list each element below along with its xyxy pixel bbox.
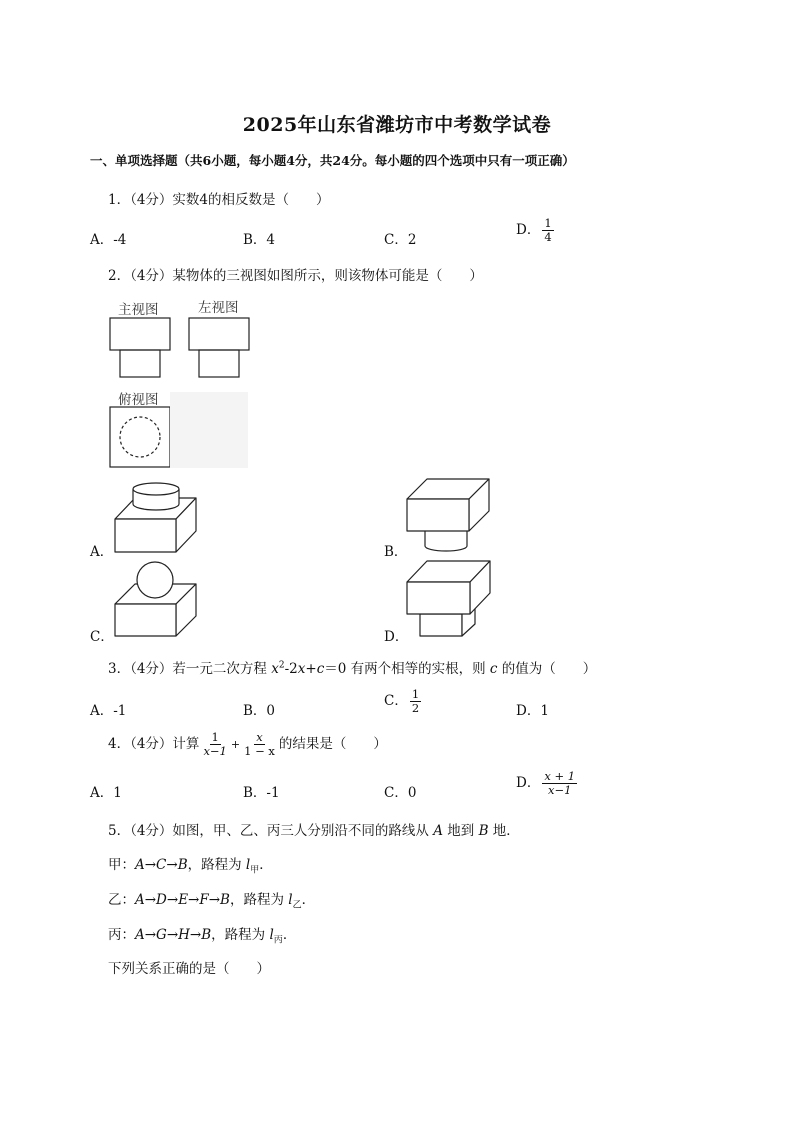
- q3-stem-mid: ＝0 有两个相等的实根，则: [324, 661, 490, 677]
- q5-stem-start: 5．（4分）如图，甲、乙、丙三人分别沿不同的路线从: [108, 823, 434, 839]
- route-end: ．: [282, 927, 297, 943]
- section-heading: 一、单项选择题（共6小题，每小题4分，共24分。每小题的四个选项中只有一项正确）: [90, 153, 575, 168]
- option-d-figure: [407, 561, 490, 636]
- q4-fraction-1: [201, 731, 228, 758]
- question-5-stem: [108, 819, 520, 839]
- route-l: l: [269, 927, 274, 943]
- fraction-numerator: 1: [211, 730, 219, 744]
- route-text: ，路程为: [187, 857, 246, 873]
- fraction-denominator: 2: [411, 701, 420, 716]
- left-view-label: 左视图: [198, 300, 239, 316]
- q3-eq-x: x: [271, 661, 279, 677]
- route-text: ，路程为: [211, 927, 270, 943]
- route-subscript: 丙: [273, 935, 283, 946]
- option-a-figure: [115, 483, 196, 552]
- q3-option-c-prefix: C．: [384, 693, 408, 710]
- q4-stem-end: 的结果是（ ）: [278, 736, 387, 753]
- route-path: A→G→H→B: [135, 927, 212, 943]
- option-b-figure: [407, 479, 489, 551]
- q4-option-d: [516, 770, 579, 797]
- q1-option-b: B．4: [243, 232, 276, 248]
- route-path: A→C→B: [135, 857, 188, 873]
- option-c-figure: [115, 562, 196, 636]
- route-prefix: 甲：: [108, 857, 135, 873]
- q3-option-a: A．-1: [90, 703, 127, 719]
- q5-route-bing: [108, 923, 296, 946]
- q2-option-a-label: A．: [90, 544, 114, 560]
- route-subscript: 甲: [250, 865, 260, 876]
- q1-option-a: A．-4: [90, 232, 127, 248]
- route-end: ．: [259, 857, 273, 873]
- q3-option-c-fraction: [410, 688, 421, 715]
- exam-title: 2025年山东省潍坊市中考数学试卷: [242, 114, 552, 136]
- fraction-denominator: x−1: [203, 744, 227, 759]
- question-1-stem: 1．（4分）实数4的相反数是（ ）: [108, 192, 330, 208]
- q3-eq-plus: +: [305, 661, 317, 677]
- q4-fraction-2: [242, 731, 277, 758]
- q1-option-c: C．2: [384, 232, 417, 248]
- fraction-numerator: x + 1: [544, 769, 576, 783]
- q4-option-b: B．-1: [243, 785, 280, 801]
- front-view-label: 主视图: [118, 302, 159, 318]
- q3-eq-exponent: 2: [278, 660, 285, 671]
- fraction-numerator: x: [256, 730, 263, 744]
- fraction-denominator: 1 − x: [244, 744, 275, 759]
- q5-question: 下列关系正确的是（ ）: [108, 961, 270, 977]
- q2-option-d-label: D．: [384, 629, 409, 645]
- route-prefix: 乙：: [108, 892, 135, 908]
- fraction-numerator: 1: [411, 687, 420, 701]
- q4-option-c: C．0: [384, 785, 417, 801]
- q3-stem-end: 的值为（ ）: [497, 661, 597, 677]
- q4-option-d-fraction: [542, 770, 577, 797]
- q3-option-d: D．1: [516, 703, 549, 719]
- question-2-stem: 2．（4分）某物体的三视图如图所示，则该物体可能是（ ）: [108, 268, 483, 284]
- q3-stem-c: c: [489, 661, 498, 677]
- q3-eq-coef: -2: [284, 661, 298, 677]
- q5-route-jia: [108, 853, 273, 876]
- route-l: l: [245, 857, 251, 873]
- q3-option-c: [384, 688, 423, 715]
- q3-option-b: B．0: [243, 703, 276, 719]
- q5-route-yi: [108, 888, 315, 911]
- q3-eq-c: c: [316, 661, 325, 677]
- q5-stem-end: 地．: [488, 823, 520, 839]
- fraction-denominator: x−1: [547, 783, 572, 798]
- question-3-stem: [108, 657, 596, 677]
- q4-option-a: A．1: [90, 785, 122, 801]
- fraction-numerator: 1: [544, 216, 552, 230]
- q5-point-b: B: [478, 823, 489, 839]
- route-prefix: 丙：: [108, 927, 135, 943]
- q5-stem-mid: 地到: [442, 823, 479, 839]
- q2-option-c-label: C．: [90, 629, 114, 645]
- top-view-label: 俯视图: [118, 392, 159, 408]
- route-end: ．: [301, 892, 316, 908]
- q3-eq-x2: x: [297, 661, 306, 677]
- q1-option-d-prefix: D．: [516, 222, 541, 239]
- route-subscript: 乙: [292, 900, 302, 911]
- q4-plus: +: [230, 738, 241, 752]
- q5-point-a: A: [433, 823, 443, 839]
- q4-stem-start: 4．（4分）计算: [108, 736, 200, 753]
- question-4-stem: [108, 731, 387, 758]
- route-path: A→D→E→F→B: [135, 892, 230, 908]
- q2-option-b-label: B．: [384, 544, 408, 560]
- route-l: l: [288, 892, 293, 908]
- fraction-denominator: 4: [544, 230, 552, 245]
- q4-option-d-prefix: D．: [516, 775, 541, 792]
- route-text: ，路程为: [229, 892, 289, 908]
- q3-stem-start: 3．（4分）若一元二次方程: [108, 661, 272, 677]
